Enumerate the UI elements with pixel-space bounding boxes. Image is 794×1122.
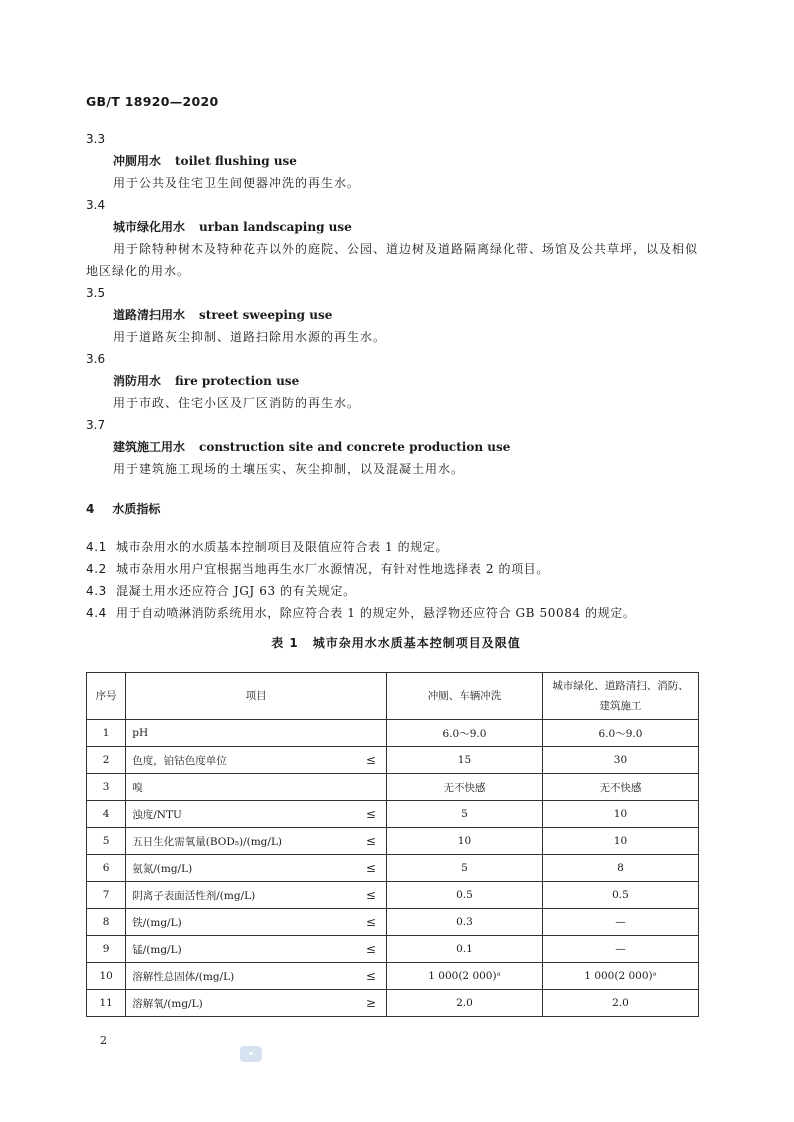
cell-landscaping: 6.0～9.0 (542, 720, 698, 747)
clause-title: 水质指标 (112, 502, 161, 516)
cell-toilet-flushing: 无不快感 (386, 774, 542, 801)
cell-item (126, 774, 387, 801)
cell-no: 8 (87, 909, 126, 936)
table-title: 城市杂用水水质基本控制项目及限值 (312, 636, 521, 650)
definition-text: 用于建筑施工现场的土壤压实、灰尘抑制，以及混凝土用水。 (113, 462, 465, 476)
table-row (87, 882, 699, 909)
definition-term (86, 370, 706, 392)
requirements (86, 536, 706, 624)
cell-toilet-flushing: 5 (386, 855, 542, 882)
definition-3-5 (86, 282, 706, 348)
term-en: construction site and concrete production use (199, 440, 511, 454)
document-id: GB/T 18920—2020 (86, 94, 219, 109)
table-row (87, 936, 699, 963)
limit-operator: ≤ (365, 969, 376, 983)
table-row (87, 909, 699, 936)
table-body (87, 720, 699, 1017)
item-name: 五日生化需氧量(BOD₅)/(mg/L) (132, 835, 283, 848)
term-cn: 冲厕用水 (113, 154, 162, 168)
cell-toilet-flushing: 2.0 (386, 990, 542, 1017)
limit-operator: ≤ (365, 753, 376, 767)
limit-operator: ≤ (365, 807, 376, 821)
cell-no: 5 (87, 828, 126, 855)
limit-operator: ≥ (365, 996, 376, 1010)
requirement-text: 城市杂用水的水质基本控制项目及限值应符合表 1 的规定。 (116, 540, 449, 554)
definitions (86, 128, 706, 480)
requirement-text: 混凝土用水还应符合 JGJ 63 的有关规定。 (116, 584, 356, 598)
cell-item (126, 963, 387, 990)
cell-no: 2 (87, 747, 126, 774)
cell-landscaping: 1 000(2 000)ᵃ (542, 963, 698, 990)
item-name: 嗅 (132, 781, 143, 794)
cell-toilet-flushing: 1 000(2 000)ᵃ (386, 963, 542, 990)
cell-landscaping: 30 (542, 747, 698, 774)
requirement-number: 4.3 (86, 584, 107, 598)
definition-text: 用于除特种树木及特种花卉以外的庭院、公园、道边树及道路隔离绿化带、场馆及公共草坪，以及相似地区绿化的用水。 (86, 242, 699, 278)
cell-toilet-flushing: 15 (386, 747, 542, 774)
limit-operator: ≤ (365, 861, 376, 875)
cell-no: 3 (87, 774, 126, 801)
cell-toilet-flushing: 0.5 (386, 882, 542, 909)
table-label: 表 1 (271, 636, 299, 650)
cell-no: 1 (87, 720, 126, 747)
table-row (87, 720, 699, 747)
term-en: fire protection use (175, 374, 300, 388)
requirement-4-3 (86, 580, 706, 602)
item-name: 铁/(mg/L) (132, 916, 182, 929)
definition-text: 用于道路灰尘抑制、道路扫除用水源的再生水。 (113, 330, 387, 344)
table-row (87, 774, 699, 801)
requirement-text: 用于自动喷淋消防系统用水，除应符合表 1 的规定外，悬浮物还应符合 GB 50084 的规定。 (116, 606, 636, 620)
cell-no: 4 (87, 801, 126, 828)
cell-landscaping: 10 (542, 828, 698, 855)
cell-item (126, 747, 387, 774)
item-name: 溶解性总固体/(mg/L) (132, 970, 235, 983)
definition-text: 用于公共及住宅卫生间便器冲洗的再生水。 (113, 176, 361, 190)
definition-number: 3.3 (86, 132, 106, 146)
item-name: pH (132, 727, 149, 739)
definition-text: 用于市政、住宅小区及厂区消防的再生水。 (113, 396, 361, 410)
cell-item (126, 855, 387, 882)
header-no: 序号 (87, 673, 126, 720)
table-row (87, 828, 699, 855)
cell-toilet-flushing: 0.1 (386, 936, 542, 963)
table-row (87, 963, 699, 990)
requirement-number: 4.4 (86, 606, 107, 620)
term-en: toilet flushing use (175, 154, 297, 168)
term-en: urban landscaping use (199, 220, 352, 234)
cell-landscaping: 0.5 (542, 882, 698, 909)
cell-no: 6 (87, 855, 126, 882)
item-name: 色度，铂钴色度单位 (132, 754, 227, 767)
item-name: 氨氮/(mg/L) (132, 862, 193, 875)
definition-number: 3.4 (86, 198, 106, 212)
requirement-number: 4.2 (86, 562, 107, 576)
requirement-text: 城市杂用水用户宜根据当地再生水厂水源情况，有针对性地选择表 2 的项目。 (116, 562, 549, 576)
cell-toilet-flushing: 10 (386, 828, 542, 855)
term-cn: 道路清扫用水 (113, 308, 186, 322)
publisher-watermark-icon: ▪ (240, 1046, 262, 1062)
table-row (87, 855, 699, 882)
cell-toilet-flushing: 0.3 (386, 909, 542, 936)
limit-operator: ≤ (365, 888, 376, 902)
cell-item (126, 882, 387, 909)
water-quality-table (86, 672, 699, 1017)
limit-operator: ≤ (365, 915, 376, 929)
limit-operator: ≤ (365, 834, 376, 848)
definition-number: 3.5 (86, 286, 106, 300)
item-name: 溶解氧/(mg/L) (132, 997, 203, 1010)
definition-3-6 (86, 348, 706, 414)
definition-3-3 (86, 128, 706, 194)
definition-number: 3.7 (86, 418, 106, 432)
page-number: 2 (100, 1034, 107, 1047)
cell-item (126, 936, 387, 963)
cell-landscaping: 2.0 (542, 990, 698, 1017)
table-header-row (87, 673, 699, 720)
header-item: 项目 (126, 673, 387, 720)
cell-landscaping: 无不快感 (542, 774, 698, 801)
table-row (87, 801, 699, 828)
term-cn: 建筑施工用水 (113, 440, 186, 454)
cell-item (126, 909, 387, 936)
document-body (86, 128, 706, 654)
clause-number: 4 (86, 502, 95, 516)
definition-term (86, 150, 706, 172)
clause-heading (86, 498, 706, 520)
item-name: 浊度/NTU (132, 808, 182, 821)
cell-item (126, 828, 387, 855)
cell-landscaping: 10 (542, 801, 698, 828)
cell-landscaping: — (542, 936, 698, 963)
definition-term (86, 436, 706, 458)
definition-number: 3.6 (86, 352, 106, 366)
cell-item (126, 801, 387, 828)
table-row (87, 990, 699, 1017)
definition-3-7 (86, 414, 706, 480)
term-cn: 消防用水 (113, 374, 162, 388)
cell-no: 11 (87, 990, 126, 1017)
cell-item (126, 990, 387, 1017)
cell-no: 10 (87, 963, 126, 990)
limit-operator: ≤ (365, 942, 376, 956)
cell-no: 7 (87, 882, 126, 909)
requirement-4-4 (86, 602, 706, 624)
table-row (87, 747, 699, 774)
definition-term (86, 304, 706, 326)
table-caption (86, 632, 706, 654)
item-name: 锰/(mg/L) (132, 943, 182, 956)
cell-landscaping: 8 (542, 855, 698, 882)
term-cn: 城市绿化用水 (113, 220, 186, 234)
cell-no: 9 (87, 936, 126, 963)
cell-toilet-flushing: 5 (386, 801, 542, 828)
requirement-4-1 (86, 536, 706, 558)
cell-item (126, 720, 387, 747)
definition-3-4 (86, 194, 706, 282)
term-en: street sweeping use (199, 308, 333, 322)
item-name: 阴离子表面活性剂/(mg/L) (132, 889, 256, 902)
header-landscaping: 城市绿化、道路清扫、消防、建筑施工 (542, 673, 698, 720)
cell-landscaping: — (542, 909, 698, 936)
requirement-number: 4.1 (86, 540, 107, 554)
definition-term (86, 216, 706, 238)
cell-toilet-flushing: 6.0～9.0 (386, 720, 542, 747)
header-toilet-flushing: 冲厕、车辆冲洗 (386, 673, 542, 720)
requirement-4-2 (86, 558, 706, 580)
